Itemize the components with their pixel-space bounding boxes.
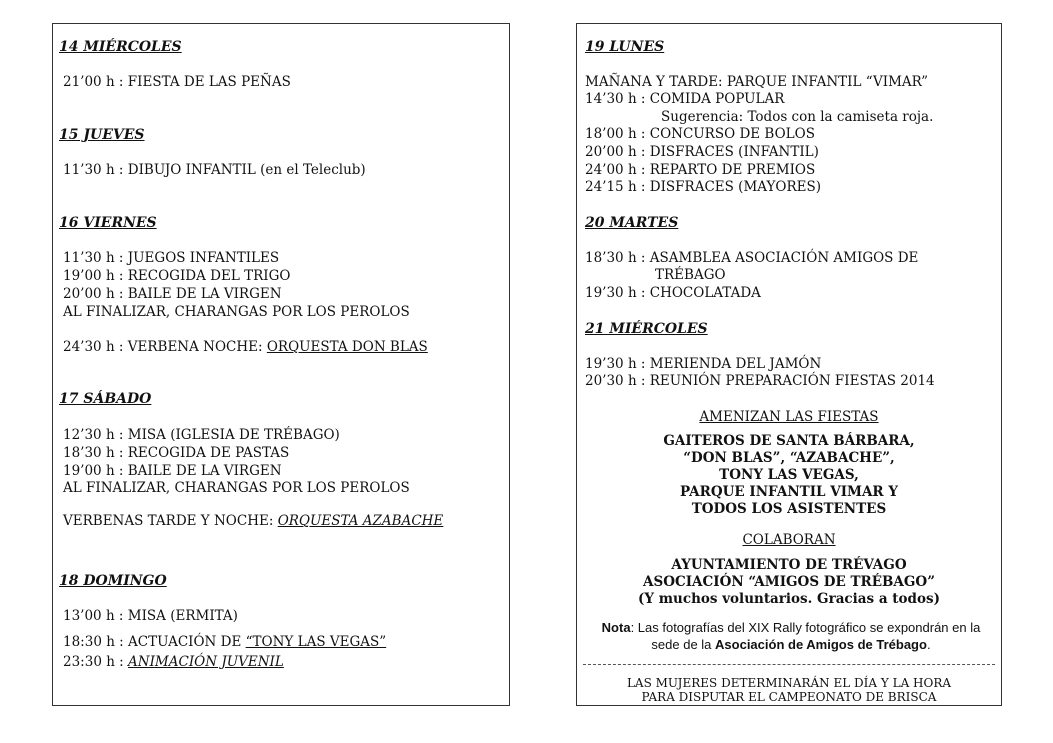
note-text: : Las fotografías del XIX Rally fotográfico se expondrán en la sede de la <box>630 620 981 652</box>
amenizan-line-4: PARQUE INFANTIL VIMAR Y <box>680 484 898 500</box>
left-program-panel <box>52 23 510 706</box>
day-15-event: 11’30 h : DIBUJO INFANTIL (en el Teleclub) <box>63 162 366 178</box>
colaboran-line-3: (Y muchos voluntarios. Gracias a todos) <box>638 591 940 607</box>
day-18-event-1: 13’00 h : MISA (ERMITA) <box>63 608 238 624</box>
day-19-suggestion: Sugerencia: Todos con la camiseta roja. <box>661 109 934 125</box>
orquesta-azabache: ORQUESTA AZABACHE <box>277 513 444 529</box>
day-20-event-1: 18’30 h : ASAMBLEA ASOCIACIÓN AMIGOS DE <box>585 250 919 266</box>
note-label: Nota <box>601 620 631 635</box>
photo-note <box>591 619 991 653</box>
day-17-event-4: AL FINALIZAR, CHARANGAS POR LOS PEROLOS <box>63 480 410 496</box>
day-14-heading: 14 MIÉRCOLES <box>59 39 182 55</box>
day-19-event-6: 24’15 h : DISFRACES (MAYORES) <box>585 179 821 195</box>
day-17-event-1: 12’30 h : MISA (IGLESIA DE TRÉBAGO) <box>63 427 340 443</box>
day-16-event-3: 20’00 h : BAILE DE LA VIRGEN <box>63 286 282 302</box>
footer-line-2: PARA DISPUTAR EL CAMPEONATO DE BRISCA <box>641 690 937 704</box>
day-19-event-4: 20’00 h : DISFRACES (INFANTIL) <box>585 144 819 160</box>
day-21-event-1: 19’30 h : MERIENDA DEL JAMÓN <box>585 356 822 372</box>
amenizan-title: AMENIZAN LAS FIESTAS <box>699 409 879 425</box>
day-21-event-2: 20’30 h : REUNIÓN PREPARACIÓN FIESTAS 2014 <box>585 373 935 389</box>
day-18-heading: 18 DOMINGO <box>59 573 167 589</box>
colaboran-line-2: ASOCIACIÓN “AMIGOS DE TRÉBAGO” <box>643 574 935 590</box>
day-14-event: 21’00 h : FIESTA DE LAS PEÑAS <box>63 74 291 90</box>
day-20-event-1-cont: TRÉBAGO <box>655 267 726 283</box>
right-program-panel <box>576 23 1002 706</box>
note-association: Asociación de Amigos de Trébago <box>715 637 927 652</box>
day-18-event-2-text: 18:30 h : ACTUACIÓN DE <box>63 634 246 650</box>
note-end: . <box>926 637 931 652</box>
day-18-event-3 <box>63 654 284 670</box>
day-16-event-5 <box>63 339 428 355</box>
day-16-event-2: 19’00 h : RECOGIDA DEL TRIGO <box>63 268 291 284</box>
day-17-heading: 17 SÁBADO <box>59 391 152 407</box>
footer-line-1: LAS MUJERES DETERMINARÁN EL DÍA Y LA HORA <box>626 676 952 690</box>
day-19-heading: 19 LUNES <box>585 39 665 55</box>
dashed-divider <box>583 664 995 665</box>
day-16-event-5-text: 24’30 h : VERBENA NOCHE: <box>63 339 267 355</box>
amenizan-line-2: “DON BLAS”, “AZABACHE”, <box>683 450 895 466</box>
colaboran-line-1: AYUNTAMIENTO DE TRÉVAGO <box>671 557 907 573</box>
day-15-heading: 15 JUEVES <box>59 127 145 143</box>
day-19-event-3: 18’00 h : CONCURSO DE BOLOS <box>585 126 815 142</box>
day-17-event-5 <box>63 513 443 529</box>
day-16-event-4: AL FINALIZAR, CHARANGAS POR LOS PEROLOS <box>63 304 410 320</box>
day-17-event-2: 18’30 h : RECOGIDA DE PASTAS <box>63 445 290 461</box>
day-17-event-3: 19’00 h : BAILE DE LA VIRGEN <box>63 463 282 479</box>
orquesta-don-blas: ORQUESTA DON BLAS <box>266 339 428 355</box>
tony-las-vegas: “TONY LAS VEGAS” <box>245 634 387 650</box>
day-19-event-1: MAÑANA Y TARDE: PARQUE INFANTIL “VIMAR” <box>585 74 928 90</box>
amenizan-line-3: TONY LAS VEGAS, <box>719 467 859 483</box>
day-20-heading: 20 MARTES <box>585 215 679 231</box>
day-16-heading: 16 VIERNES <box>59 215 157 231</box>
animacion-juvenil: ANIMACIÓN JUVENIL <box>128 654 284 670</box>
colaboran-title: COLABORAN <box>742 532 836 548</box>
day-19-event-5: 24’00 h : REPARTO DE PREMIOS <box>585 162 816 178</box>
amenizan-line-5: TODOS LOS ASISTENTES <box>691 501 887 517</box>
day-20-event-2: 19’30 h : CHOCOLATADA <box>585 285 761 301</box>
day-16-event-1: 11’30 h : JUEGOS INFANTILES <box>63 250 280 266</box>
day-21-heading: 21 MIÉRCOLES <box>585 321 708 337</box>
day-18-event-2 <box>63 634 386 650</box>
day-17-event-5-text: VERBENAS TARDE Y NOCHE: <box>63 513 278 529</box>
day-18-event-3-text: 23:30 h : <box>63 654 129 670</box>
amenizan-line-1: GAITEROS DE SANTA BÁRBARA, <box>663 433 915 449</box>
day-19-event-2: 14’30 h : COMIDA POPULAR <box>585 91 785 107</box>
